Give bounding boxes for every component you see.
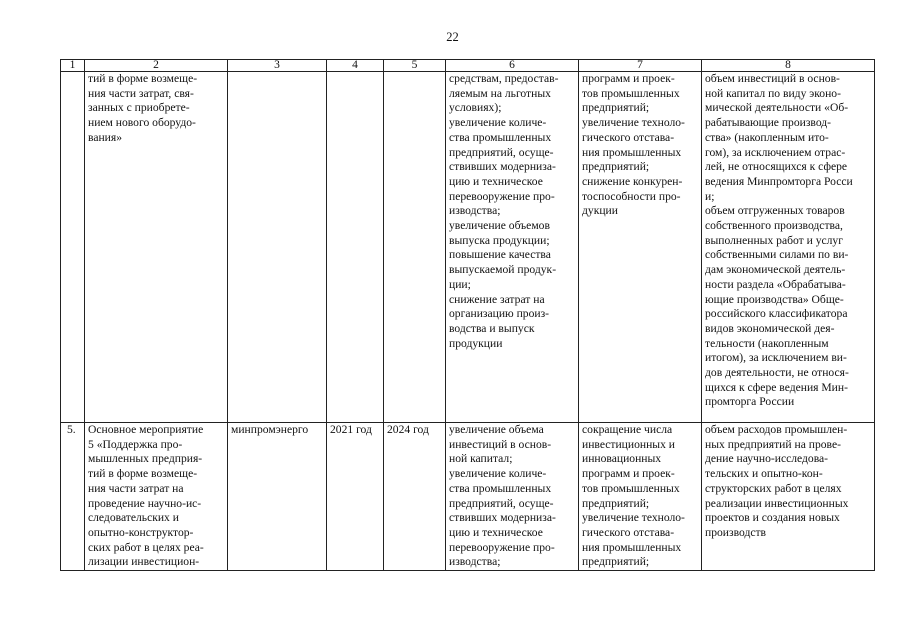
header-cell: 1 — [61, 60, 85, 72]
indicators-cell: объем расходов промышлен- ных предприятий на прове- дение научно-исследова- тельских и опытно-кон- структорских работ в целях реализации инвестиционных проектов и создания новых производств — [702, 423, 875, 571]
executor-cell: минпромэнерго — [228, 423, 327, 571]
header-cell: 4 — [327, 60, 384, 72]
header-cell: 7 — [579, 60, 702, 72]
table-row — [61, 72, 875, 423]
measure-name-cell: тий в форме возмеще- ния части затрат, свя- занных с приобрете- нием нового оборудо- вания» — [85, 72, 228, 423]
expected-result-cell: увеличение объема инвестиций в основ- ной капитал; увеличение количе- ства промышленных предприятий, осуще- ствивших модерниза- цию и техническое перевооружение про- изводства; — [446, 423, 579, 571]
header-cell: 5 — [384, 60, 446, 72]
consequences-cell: программ и проек- тов промышленных предприятий; увеличение техноло- гического отстава- ния промышленных предприятий; снижение конкурен- тоспособности про- дукции — [579, 72, 702, 423]
row-number-cell — [61, 72, 85, 423]
header-cell: 6 — [446, 60, 579, 72]
row-number-cell: 5. — [61, 423, 85, 571]
page-number: 22 — [446, 30, 459, 44]
measures-table — [60, 59, 875, 571]
table-row — [61, 423, 875, 571]
end-year-cell — [384, 72, 446, 423]
header-row — [61, 60, 875, 72]
consequences-cell: сокращение числа инвестиционных и инновационных программ и проек- тов промышленных предприятий; увеличение техноло- гического отстава- ния промышленных предприятий; — [579, 423, 702, 571]
header-cell: 3 — [228, 60, 327, 72]
header-cell: 2 — [85, 60, 228, 72]
start-year-cell: 2021 год — [327, 423, 384, 571]
start-year-cell — [327, 72, 384, 423]
header-cell: 8 — [702, 60, 875, 72]
measure-name-cell: Основное мероприятие 5 «Поддержка про- мышленных предприя- тий в форме возмеще- ния части затрат на проведение научно-ис- следовательских и опытно-конструктор- ских работ в целях реа- лизации инвестицион- — [85, 423, 228, 571]
end-year-cell: 2024 год — [384, 423, 446, 571]
executor-cell — [228, 72, 327, 423]
indicators-cell: объем инвестиций в основ- ной капитал по виду эконо- мической деятельности «Об- рабатывающие производ- ства» (накопленным ито- гом), за исключением отрас- лей, не относящихся к сфере ведения Минпромторга Росси и; объем отгруженных товаров собственного производства, выполненных работ и услуг собственными силами по ви- дам экономической деятель- ности раздела «Обрабатыва- ющие производства» Обще- российского классификатора видов экономической дея- тельности (накопленным итогом), за исключением ви- дов деятельности, не относя- щихся к сфере ведения Мин- промторга России — [702, 72, 875, 423]
expected-result-cell: средствам, предостав- ляемым на льготных условиях); увеличение количе- ства промышленных предприятий, осуще- ствивших модерниза- цию и техническое перевооружение про- изводства; увеличение объемов выпуска продукции; повышение качества выпускаемой продук- ции; снижение затрат на организацию произ- водства и выпуск продукции — [446, 72, 579, 423]
